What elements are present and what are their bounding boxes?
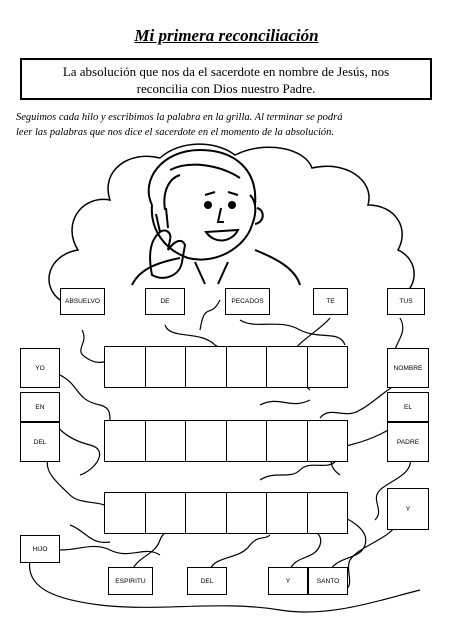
- grid-cell[interactable]: [104, 346, 146, 388]
- word-box-te: TE: [313, 288, 348, 315]
- grid-cell[interactable]: [104, 420, 146, 462]
- grid-cell[interactable]: [266, 346, 308, 388]
- word-box-de: DE: [145, 288, 185, 315]
- grid-cell[interactable]: [226, 346, 268, 388]
- grid-cell[interactable]: [145, 492, 187, 534]
- word-box-pecados: PECADOS: [225, 288, 270, 315]
- grid-cell[interactable]: [226, 492, 268, 534]
- cloud-outline: [49, 144, 414, 300]
- grid-cell[interactable]: [185, 492, 227, 534]
- word-box-del-bottom: DEL: [187, 567, 227, 595]
- grid-cell[interactable]: [104, 492, 146, 534]
- word-box-yo: YO: [20, 348, 60, 388]
- intro-line-1: La absolución que nos da el sacerdote en nombre de Jesús, nos: [62, 64, 390, 79]
- word-box-y-right: Y: [387, 488, 429, 530]
- word-box-tus: TUS: [387, 288, 425, 315]
- grid-cell[interactable]: [145, 346, 187, 388]
- word-box-hijo: HIJO: [20, 535, 60, 563]
- instructions-line-2: leer las palabras que nos dice el sacerdote en el momento de la absolución.: [16, 127, 335, 138]
- word-box-absuelvo: ABSUELVO: [60, 288, 105, 315]
- word-box-espiritu: ESPIRITU: [108, 567, 153, 595]
- grid-cell[interactable]: [145, 420, 187, 462]
- word-box-santo: SANTO: [308, 567, 348, 595]
- grid-cell[interactable]: [266, 492, 308, 534]
- grid-cell[interactable]: [307, 492, 349, 534]
- word-box-padre: PADRE: [387, 422, 429, 462]
- word-box-del-left: DEL: [20, 422, 60, 462]
- instructions-line-1: Seguimos cada hilo y escribimos la palabra en la grilla. Al terminar se podrá: [16, 112, 343, 123]
- grid-cell[interactable]: [226, 420, 268, 462]
- grid-cell[interactable]: [185, 346, 227, 388]
- grid-cell[interactable]: [185, 420, 227, 462]
- word-box-y-bottom: Y: [268, 567, 308, 595]
- priest-figure-icon: [132, 150, 300, 285]
- grid-cell[interactable]: [307, 346, 349, 388]
- grid-cell[interactable]: [307, 420, 349, 462]
- worksheet-title: Mi primera reconciliación: [134, 26, 319, 45]
- word-box-el: EL: [387, 392, 429, 422]
- grid-cell[interactable]: [266, 420, 308, 462]
- intro-line-2: reconcilia con Dios nuestro Padre.: [136, 81, 316, 96]
- word-box-en: EN: [20, 392, 60, 422]
- word-box-nombre: NOMBRE: [387, 348, 429, 388]
